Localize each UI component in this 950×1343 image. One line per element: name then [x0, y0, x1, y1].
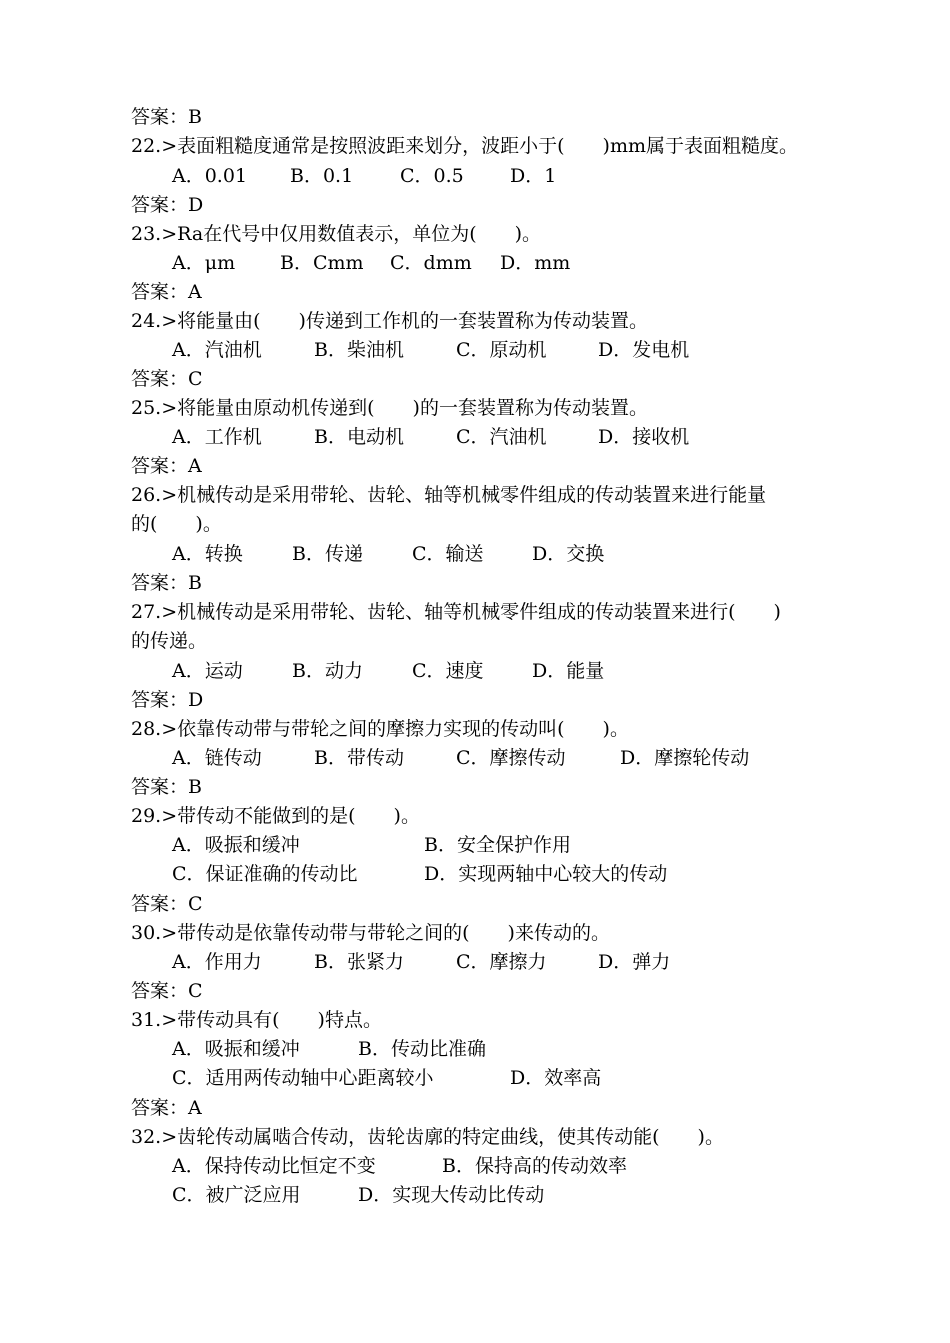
question-stem: 25.>将能量由原动机传递到( )的一套装置称为传动装置。	[131, 397, 648, 419]
answer-label: 答案：	[131, 106, 189, 128]
option-text: C．原动机	[456, 339, 547, 361]
option-text: B．电动机	[314, 426, 404, 448]
option-text: C．速度	[412, 660, 484, 682]
option-text: D．实现大传动比传动	[358, 1184, 545, 1206]
answer-value: C	[188, 368, 203, 390]
option-text: C．输送	[412, 543, 484, 565]
option-text: A．转换	[172, 543, 243, 565]
option-text: D．mm	[500, 252, 571, 274]
option-text: A．工作机	[172, 426, 262, 448]
answer-label: 答案：	[131, 368, 189, 390]
option-text: B．0.1	[290, 165, 354, 187]
answer-line	[131, 775, 202, 799]
option-text: A．0.01	[172, 165, 248, 187]
question-stem: 28.>依靠传动带与带轮之间的摩擦力实现的传动叫( )。	[131, 718, 629, 740]
answer-value: A	[188, 281, 202, 303]
option-text: D．交换	[532, 543, 605, 565]
answer-value: B	[188, 776, 202, 798]
answer-value: C	[188, 893, 203, 915]
question-stem: 29.>带传动不能做到的是( )。	[131, 805, 420, 827]
question-stem: 23.>Ra在代号中仅用数值表示，单位为( )。	[131, 223, 542, 245]
option-text: D．接收机	[598, 426, 690, 448]
answer-line	[131, 688, 203, 712]
option-text: A．作用力	[172, 951, 262, 973]
option-text: B．保持高的传动效率	[442, 1155, 627, 1177]
answer-line	[131, 571, 202, 595]
option-text: B．张紧力	[314, 951, 404, 973]
answer-value: C	[188, 980, 203, 1002]
answer-line	[131, 979, 203, 1003]
option-text: C．汽油机	[456, 426, 547, 448]
option-text: B．动力	[292, 660, 363, 682]
question-stem: 31.>带传动具有( )特点。	[131, 1009, 382, 1031]
option-text: D．效率高	[510, 1067, 602, 1089]
option-text: C．摩擦传动	[456, 747, 566, 769]
answer-value: A	[188, 455, 202, 477]
answer-label: 答案：	[131, 572, 189, 594]
answer-label: 答案：	[131, 455, 189, 477]
option-text: C．保证准确的传动比	[172, 863, 358, 885]
answer-label: 答案：	[131, 776, 189, 798]
option-text: B．柴油机	[314, 339, 404, 361]
option-text: D．1	[510, 165, 557, 187]
option-text: A．保持传动比恒定不变	[172, 1155, 376, 1177]
option-text: D．实现两轴中心较大的传动	[424, 863, 668, 885]
answer-line	[131, 367, 203, 391]
option-text: B．Cmm	[280, 252, 364, 274]
answer-label: 答案：	[131, 893, 189, 915]
option-text: D．摩擦轮传动	[620, 747, 750, 769]
question-stem: 26.>机械传动是采用带轮、齿轮、轴等机械零件组成的传动装置来进行能量	[131, 484, 767, 506]
option-text: C．适用两传动轴中心距离较小	[172, 1067, 434, 1089]
option-text: D．发电机	[598, 339, 690, 361]
question-stem: 24.>将能量由( )传递到工作机的一套装置称为传动装置。	[131, 310, 648, 332]
answer-line	[131, 280, 202, 304]
answer-value: D	[188, 689, 204, 711]
answer-line	[131, 105, 202, 129]
option-text: A．吸振和缓冲	[172, 834, 300, 856]
option-text: A．汽油机	[172, 339, 262, 361]
option-text: C．0.5	[400, 165, 464, 187]
option-text: A．链传动	[172, 747, 262, 769]
answer-label: 答案：	[131, 194, 189, 216]
option-text: B．传递	[292, 543, 363, 565]
question-stem: 22.>表面粗糙度通常是按照波距来划分，波距小于( )mm属于表面粗糙度。	[131, 135, 798, 157]
question-stem: 的传递。	[131, 630, 208, 652]
answer-line	[131, 1096, 202, 1120]
option-text: A．运动	[172, 660, 243, 682]
question-stem: 30.>带传动是依靠传动带与带轮之间的( )来传动的。	[131, 922, 610, 944]
answer-line	[131, 454, 202, 478]
question-stem: 的( )。	[131, 513, 222, 535]
answer-label: 答案：	[131, 1097, 189, 1119]
answer-label: 答案：	[131, 281, 189, 303]
option-text: A．μm	[172, 252, 236, 274]
option-text: D．能量	[532, 660, 605, 682]
option-text: C．摩擦力	[456, 951, 547, 973]
question-stem: 32.>齿轮传动属啮合传动，齿轮齿廓的特定曲线，使其传动能( )。	[131, 1126, 724, 1148]
option-text: C．dmm	[390, 252, 472, 274]
option-text: A．吸振和缓冲	[172, 1038, 300, 1060]
answer-value: A	[188, 1097, 202, 1119]
answer-label: 答案：	[131, 980, 189, 1002]
answer-value: B	[188, 572, 202, 594]
option-text: B．带传动	[314, 747, 404, 769]
answer-line	[131, 193, 203, 217]
answer-label: 答案：	[131, 689, 189, 711]
answer-value: D	[188, 194, 204, 216]
option-text: C．被广泛应用	[172, 1184, 301, 1206]
question-stem: 27.>机械传动是采用带轮、齿轮、轴等机械零件组成的传动装置来进行( )	[131, 601, 781, 623]
option-text: B．安全保护作用	[424, 834, 571, 856]
option-text: D．弹力	[598, 951, 671, 973]
option-text: B．传动比准确	[358, 1038, 486, 1060]
answer-value: B	[188, 106, 202, 128]
answer-line	[131, 892, 203, 916]
